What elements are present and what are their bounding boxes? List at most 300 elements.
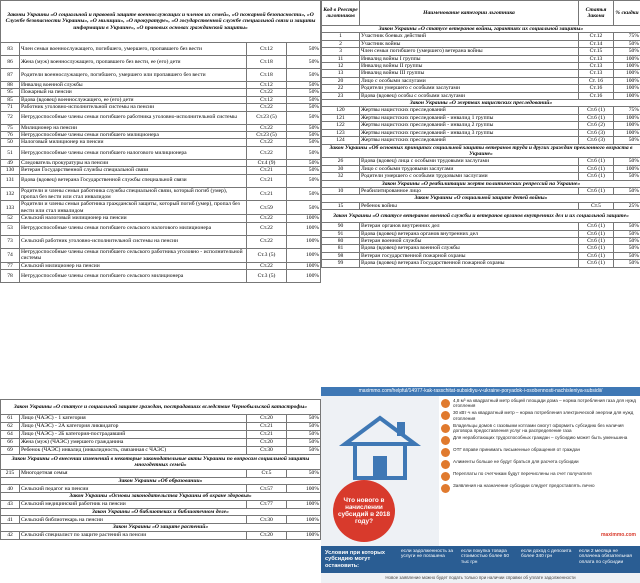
row-code: 95 [1,89,20,96]
row-code: 52 [1,215,20,222]
row-code: 49 [1,159,20,166]
row-law: Ст.6 (1) [579,260,614,267]
row-code: 85 [1,96,20,103]
row-pct: 50% [614,40,640,47]
row-law: Ст.23 (5) [247,132,287,139]
bullet-icon [441,411,450,420]
row-code: 130 [1,167,20,174]
row-pct: 50% [287,82,321,89]
table-row [1,439,321,447]
row-law: Ст.77 [247,500,287,508]
row-pct: 75% [614,107,640,114]
row-name: Член семьи военнослужащего, погибшего, умершего, пропавшего без вести [20,43,247,56]
row-code: 76 [1,132,20,139]
row-code: 91 [322,230,360,237]
section-title: Закон Украины «Основы законодательства Украины об охране здоровья» [1,493,321,500]
row-law: Ст.22 [247,89,287,96]
row-name: Многодетная семья [20,470,247,478]
row-law: Ст.20 [247,531,287,539]
col-name-header: Наименование категории льготника [360,1,579,26]
table-row [322,55,640,62]
stop-condition: если задолженность за услуги не погашена [401,549,454,560]
bullet-text: Заявления на назначение субсидии следует предоставлять лично [453,483,595,489]
row-code: 132 [1,187,20,201]
row-pct: 50% [287,423,321,431]
row-pct: 100% [614,70,640,77]
row-law: Ст.13 [579,63,614,70]
subsidy-infographic [321,387,640,583]
row-code: 42 [1,531,20,539]
row-name: Ветеран органов внутренних дел [360,223,579,230]
row-law: Ст.6 (1) [579,237,614,244]
table-row [1,104,321,111]
row-pct: 100% [614,77,640,84]
table-row [322,260,640,267]
row-pct: 50% [287,104,321,111]
table-row [1,167,321,174]
row-code: 12 [322,63,360,70]
row-pct: 100% [287,500,321,508]
table-row [1,470,321,478]
row-code: 83 [1,43,20,56]
row-name: Сельский налоговый милиционер на пенсии [20,215,247,222]
row-pct: 50% [614,187,640,194]
row-pct: 50% [287,167,321,174]
section-title: Закон Украины «Об образовании» [1,478,321,485]
info-bullet [441,459,638,469]
row-name: Следователь прокуратуры на пенсии [20,159,247,166]
row-law: Ст.6 (1) [579,187,614,194]
row-law: Ст.20 [247,415,287,423]
table-row [1,56,321,69]
row-law: Ст.22 [247,139,287,146]
info-bullet [441,410,638,420]
row-law: Ст.6 (1) [579,158,614,165]
row-code: 20 [322,77,360,84]
section-title-row [322,26,640,33]
row-code: 11 [322,55,360,62]
row-name: Реабилитированное лицо [360,187,579,194]
row-law: Ст.4 (9) [247,159,287,166]
row-name: Лицо (ЧАЭС) - 1 категория [20,415,247,423]
row-law: Ст.16 [579,85,614,92]
infographic-footer: Новое заявление можно будет подать только при наличии справки об уплате задолженности [321,573,640,583]
row-name: Жена (муж) (ЧАЭС) умершего гражданина [20,439,247,447]
info-bullet [441,447,638,457]
table-row [1,96,321,103]
bullet-icon [441,399,450,408]
table-row [1,89,321,96]
row-code: 64 [1,431,20,439]
row-law: Ст.21 [247,431,287,439]
row-code: 120 [322,107,360,114]
section-title-row [322,195,640,202]
row-name: Сельский педагог на пенсии [20,485,247,493]
section-title-row [322,180,640,187]
table-row [322,237,640,244]
table-row [1,248,321,262]
row-code: 133 [1,201,20,215]
row-name: Лицо (ЧАЭС) - 2А категория ликвидатор [20,423,247,431]
row-law: Ст. 16 [579,77,614,84]
table-row [1,43,321,56]
row-law: Ст.6 (1) [579,223,614,230]
section-title: Закон Украины «О социальной защите детей войны» [322,195,640,202]
table-row [1,111,321,124]
table-row [1,146,321,159]
row-name: Сельский специалист по защите растений на пенсии [20,531,247,539]
row-code: 99 [322,260,360,267]
section-title: Закон Украины «О защите растений» [1,524,321,531]
table-row [322,40,640,47]
row-law: Ст.6 (3) [579,137,614,144]
row-code: 72 [1,111,20,124]
col-law-header: Статья Закона [579,1,614,26]
table-row [322,77,640,84]
section-title-row [1,508,321,515]
table-row [1,222,321,235]
table-row [1,269,321,282]
row-law: Ст.18 [247,56,287,69]
row-code: 121 [322,114,360,121]
row-law: Ст.22 [247,235,287,248]
info-bullet [441,423,638,433]
row-code: 66 [1,439,20,447]
row-pct: 50% [287,96,321,103]
row-pct: 100% [614,122,640,129]
row-name: Родители военнослужащего, погибшего, умершего или пропавшего без вести [20,69,247,82]
info-bullet [441,435,638,445]
row-code: 215 [1,470,20,478]
row-law: Ст.21 [247,423,287,431]
row-pct: 50% [614,260,640,267]
row-code: 15 [322,202,360,209]
row-law: Ст.22 [247,222,287,235]
bullet-text: Владельцы домов с газовыми котлами смогут оформить субсидию без наличия договора предоставления услуг на распределение газа [453,422,624,434]
row-code: 98 [322,252,360,259]
row-law: Ст.15 [579,48,614,55]
table-row [322,122,640,129]
row-code: 74 [1,248,20,262]
row-code: 40 [1,485,20,493]
row-name: Работник уголовно-исполнительной системы на пенсии [20,104,247,111]
stop-condition: если 2 месяца не оплачена обязательная оплата по субсидии [579,549,632,565]
bullet-icon [441,424,450,433]
row-name: Жертвы нацистских преследований - инвалид 3 группы [360,129,579,136]
row-code: 22 [322,85,360,92]
row-code: 26 [322,158,360,165]
row-name: Член семьи погибшего (умершего) ветерана войны [360,48,579,55]
row-law: Ст.6 (2) [579,122,614,129]
row-law: Ст.20 [247,439,287,447]
table-row [1,215,321,222]
row-law: Ст.6 (1) [579,173,614,180]
house-icon [335,412,425,482]
row-name: Сельский милиционер на пенсии [20,262,247,269]
row-name: Нетрудоспособные члены семьи погибшего работника уголовно-исполнительной системы [20,111,247,124]
row-code: 78 [1,269,20,282]
row-pct: 50% [614,223,640,230]
table-row [322,137,640,144]
table-row [322,48,640,55]
row-pct: 25% [614,202,640,209]
row-code: 131 [1,174,20,187]
row-pct: 50% [614,158,640,165]
section-title-row [1,524,321,531]
row-law: Ст.13 [579,70,614,77]
row-code: 87 [1,69,20,82]
table-row [322,107,640,114]
table-row [322,70,640,77]
row-law: Ст.3 (5) [247,269,287,282]
row-law: Ст.12 [247,82,287,89]
info-bullet [441,483,638,493]
row-code: 41 [1,516,20,524]
row-name: Нетрудоспособные члены семьи погибшего налогового милиционера [20,146,247,159]
table-row [322,158,640,165]
col-code-header: Код в Реестре льготников [322,1,360,26]
row-code: 23 [322,92,360,99]
table-row [322,85,640,92]
row-name: Сельский медицинский работник на пенсии [20,500,247,508]
row-name: Инвалид войны I группы [360,55,579,62]
row-name: Нетрудоспособные члены семьи погибшего сельского налогового милиционера [20,222,247,235]
section-title-row [322,100,640,107]
table-row [1,139,321,146]
row-name: Вдова (вдовец) военнослужащего, ее (его) дети [20,96,247,103]
row-law: Ст.22 [247,215,287,222]
right-benefits-table [321,0,640,268]
row-pct: 50% [287,146,321,159]
table-row [1,516,321,524]
table-row [1,531,321,539]
table-row [322,252,640,259]
section-title: Закон Украины «О внесении изменений в некоторые законодательные акты Украины по вопросам социальной защиты многодетных семей» [1,455,321,470]
infographic-illustration [321,396,439,546]
table-row [1,235,321,248]
section-title: Закон Украины «О статусе и социальной защите граждан, пострадавших вследствие Чернобыльской катастрофы» [1,400,321,415]
row-pct: 50% [614,137,640,144]
row-law: Ст.22 [247,104,287,111]
row-pct: 50% [614,245,640,252]
row-pct: 100% [614,55,640,62]
infographic-bullets [441,398,638,495]
row-name: Вдова (вдовец) ветерана военной службы [360,245,579,252]
info-bullet [441,471,638,481]
row-name: Лицо с особыми заслугами [360,77,579,84]
row-code: 86 [1,56,20,69]
row-name: Нетрудоспособные члены семьи погибшего сельского работника уголовно - исполнительной системы [20,248,247,262]
row-law: Ст.21 [247,174,287,187]
row-name: Ветеран государственной пожарной охраны [360,252,579,259]
row-pct: 50% [287,470,321,478]
table-row [1,431,321,439]
row-pct: 50% [287,431,321,439]
row-name: Милиционер на пенсии [20,124,247,131]
row-name: Нетрудоспособные члены семьи погибшего сельского милиционера [20,269,247,282]
table-row [1,485,321,493]
bottom-benefits-table [0,399,321,540]
row-name: Родители умершего с особыми трудовыми заслугами [360,173,579,180]
table-row [322,165,640,172]
row-name: Вдова (вдовец) особы с особыми заслугами [360,92,579,99]
row-name: Ветеран военной службы [360,237,579,244]
table-row [322,187,640,194]
bullet-icon [441,436,450,445]
row-pct: 50% [287,124,321,131]
section-title-row [1,455,321,470]
table-row [322,63,640,70]
row-pct: 100% [287,248,321,262]
row-name: Инвалид войны III группы [360,70,579,77]
row-pct: 100% [287,235,321,248]
row-code: 1 [322,33,360,40]
row-name: Жертвы нацистских преследований - инвалид 1 группы [360,114,579,121]
table-row [322,230,640,237]
row-code: 90 [322,223,360,230]
section-title-row [322,210,640,223]
bullet-text: 4,8 м³ на квадратный метр общей площади дома – норма потребления газа для нужд отопления [453,398,636,409]
stop-conditions-bar [321,546,640,573]
row-name: Участник войны [360,40,579,47]
row-law: Ст.3 (5) [247,248,287,262]
row-code: 80 [322,237,360,244]
row-pct: 50% [287,111,321,124]
bullet-text: Алименты больше не будут браться для расчета субсидии [453,459,579,465]
section-title: Закон Украины «О библиотеках и библиотечном деле» [1,508,321,515]
row-name: Вдова (вдовец) ветерана органов внутренних дел [360,230,579,237]
row-name: Родители и члены семьи работника гражданской защиты, который погиб (умер), пропал без вести или стал инвалидом [20,201,247,215]
table-row [1,423,321,431]
table-row [1,262,321,269]
row-pct: 100% [614,165,640,172]
infographic-url[interactable]: maximmo.com/helpful/14977-kak-rasschitat-subsidiyu-v-ukraine-poryadok-i-osobennosti-nachisleniya-subsidii/ [321,387,640,396]
row-pct: 50% [287,159,321,166]
table-row [1,159,321,166]
row-code: 61 [1,415,20,423]
row-name: Вдова (вдовец) ветерана Государственной пожарной охраны [360,260,579,267]
row-pct: 50% [287,43,321,56]
section-title: Закон Украины «О жертвах нацистских преследований» [322,100,640,107]
row-law: Ст.5 [579,202,614,209]
row-pct: 50% [614,237,640,244]
row-code: 88 [1,82,20,89]
row-pct: 50% [614,230,640,237]
row-law: Ст.22 [247,124,287,131]
stop-condition: если доход с депозита более 340 грн [521,549,572,560]
row-pct: 100% [287,485,321,493]
row-pct: 50% [287,139,321,146]
row-pct: 50% [287,439,321,447]
row-law: Ст.21 [247,187,287,201]
bullet-icon [441,472,450,481]
bullet-text: Для неработающих трудоспособных граждан – субсидию может быть уменьшена [453,435,628,441]
left-table-header: Законы Украины «О социальной и правовой защите военнослужащих и членов их семей», «О пожарной безопасности», «О Службе безопасности Украины», «О милиции», «О прокуратуре», «О государственной службе специальной связи и защиты информации в Украине», «О правовых основах гражданской защиты» [1,1,321,43]
row-code: 75 [1,124,20,131]
row-name: Налоговый милиционер на пенсии [20,139,247,146]
row-law: Ст.6 (1) [579,165,614,172]
row-pct: 50% [287,69,321,82]
row-code: 43 [1,500,20,508]
table-row [1,500,321,508]
row-code: 3 [322,48,360,55]
row-pct: 75% [614,33,640,40]
row-name: Участник боевых действий [360,33,579,40]
row-pct: 100% [614,85,640,92]
row-name: Родители умершего с особыми заслугами [360,85,579,92]
row-name: Инвалид войны II группы [360,63,579,70]
left-benefits-table [0,0,321,283]
row-pct: 100% [287,262,321,269]
row-name: Инвалид военной службы [20,82,247,89]
row-pct: 100% [287,215,321,222]
section-title: Закон Украины «О статусе ветеранов военной службы и ветеранов органов внутренних дел и их социальной защите» [322,210,640,223]
row-pct: 100% [614,63,640,70]
row-law: Ст.16 [579,92,614,99]
row-law: Ст.6 (1) [579,230,614,237]
row-name: Лицо с особыми трудовыми заслугами [360,165,579,172]
maximmo-logo: maximmo.com [600,532,636,538]
row-law: Ст.5 [247,470,287,478]
row-pct: 100% [614,114,640,121]
row-code: 77 [1,262,20,269]
row-name: Ветеран Государственной службы специальной связи [20,167,247,174]
table-row [1,415,321,423]
row-pct: 100% [614,92,640,99]
row-law: Ст.14 [579,40,614,47]
row-code: 30 [322,165,360,172]
table-row [322,92,640,99]
row-code: 53 [1,222,20,235]
row-name: Жертвы нацистских преследований [360,137,579,144]
section-title-row [1,400,321,415]
row-law: Ст.6 (1) [579,252,614,259]
row-law: Ст.6 (1) [579,245,614,252]
table-row [322,223,640,230]
row-pct: 50% [287,132,321,139]
row-pct: 50% [287,174,321,187]
row-code: 10 [322,187,360,194]
row-law: Ст.22 [247,146,287,159]
table-row [322,245,640,252]
row-name: Пожарный на пенсии [20,89,247,96]
bullet-text: Переплаты по счетчикам будут перечислены на счет получателя [453,471,592,477]
row-pct: 50% [287,89,321,96]
row-name: Нетрудоспособные члены семьи погибшего милиционера [20,132,247,139]
section-title: Закон Украины «О реабилитации жертв политических репрессий на Украине» [322,180,640,187]
section-title-row [1,478,321,485]
row-code: 2 [322,40,360,47]
row-pct: 100% [287,531,321,539]
table-row [322,202,640,209]
row-name: Сельский библиотекарь на пенсии [20,516,247,524]
section-title-row [1,493,321,500]
row-name: Вдова (вдовец) ветерана Государственной службы специальной связи [20,174,247,187]
row-law: Ст.6 (3) [579,129,614,136]
table-row [322,129,640,136]
row-law: Ст.23 (5) [247,111,287,124]
stop-conditions-title: Условия при которых субсидию могут остановить: [325,550,386,569]
table-row [1,132,321,139]
row-code: 32 [322,173,360,180]
bullet-text: 30 кВт·ч на квадратный метр – норма потребления электрической энергии для нужд отопления [453,410,634,421]
row-name: Лицо (ЧАЭС) - 2Б категория-пострадавший [20,431,247,439]
row-name: Вдова (вдовец) лица с особыми трудовыми заслугами [360,158,579,165]
table-row [1,201,321,215]
table-row [1,69,321,82]
row-law: Ст.6 (1) [579,114,614,121]
row-law: Ст.57 [247,485,287,493]
